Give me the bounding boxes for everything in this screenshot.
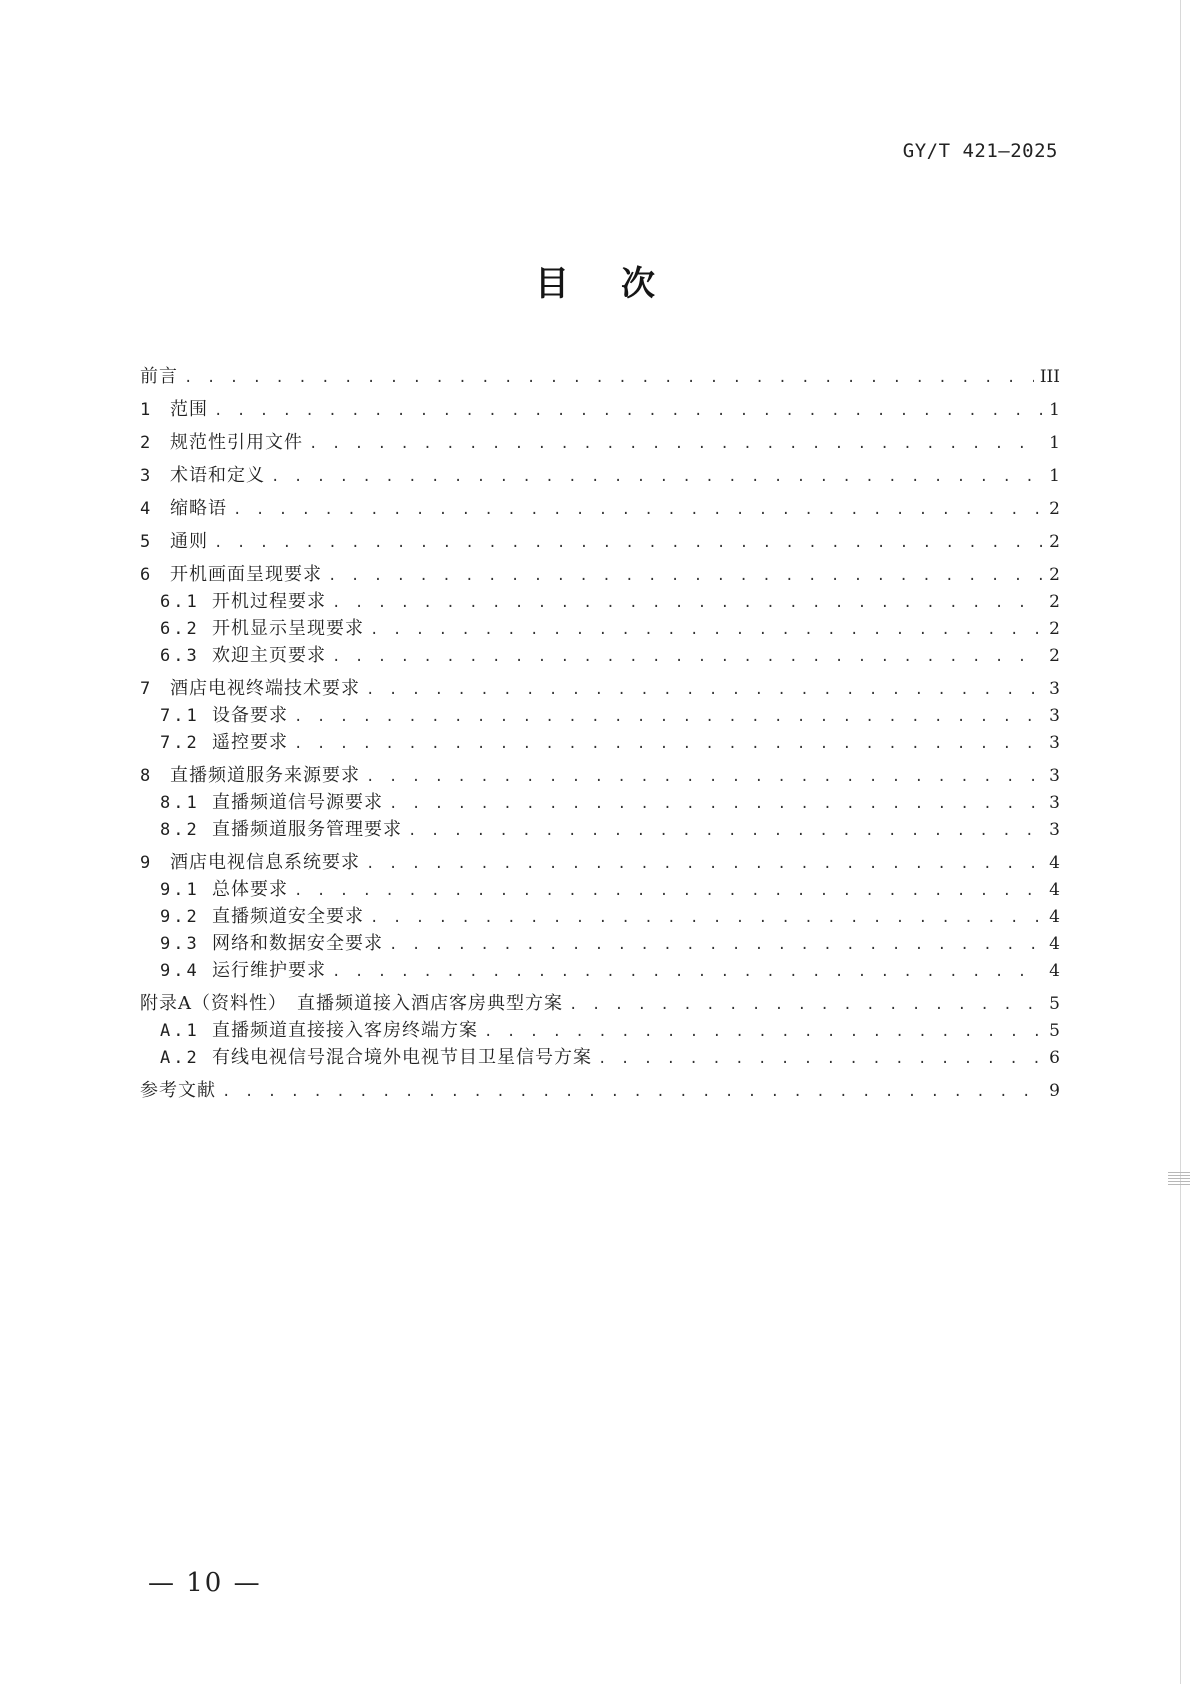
toc-entry-page: 1 xyxy=(1049,466,1060,486)
toc-entry-page: 2 xyxy=(1049,499,1060,519)
toc-entry-page: 4 xyxy=(1049,934,1060,954)
toc-dot-leader xyxy=(184,365,1034,391)
toc-entry-label: 术语和定义 xyxy=(170,465,265,486)
toc-entry-page: 4 xyxy=(1049,907,1060,927)
toc-entry[interactable] xyxy=(140,763,1060,790)
toc-entry[interactable] xyxy=(140,931,1060,958)
toc-entry-label: 直播频道服务管理要求 xyxy=(212,819,402,840)
toc-entry-number: 8.1 xyxy=(160,793,200,813)
toc-entry-label: 欢迎主页要求 xyxy=(212,645,326,666)
toc-dot-leader xyxy=(484,1019,1042,1045)
toc-entry[interactable] xyxy=(140,817,1060,844)
toc-entry-label: 缩略语 xyxy=(170,498,227,519)
toc-entry-number: 2 xyxy=(140,433,151,453)
toc-dot-leader xyxy=(366,764,1042,790)
toc-entry-page: 3 xyxy=(1049,820,1060,840)
standard-number: GY/T 421—2025 xyxy=(902,140,1058,162)
toc-entry-page: 3 xyxy=(1049,793,1060,813)
toc-entry-number: 9.4 xyxy=(160,961,200,981)
toc-entry-number: A.1 xyxy=(160,1021,200,1041)
toc-dot-leader xyxy=(598,1046,1042,1072)
toc-entry-page: 4 xyxy=(1049,853,1060,873)
toc-dot-leader xyxy=(214,398,1042,424)
toc-entry[interactable] xyxy=(140,589,1060,616)
toc-entry-label: 开机过程要求 xyxy=(212,591,326,612)
toc-entry-label: 直播频道信号源要求 xyxy=(212,792,383,813)
toc-entry[interactable] xyxy=(140,904,1060,931)
table-of-contents xyxy=(140,358,1060,1105)
toc-entry[interactable] xyxy=(140,958,1060,985)
toc-dot-leader xyxy=(294,704,1042,730)
toc-entry-page: 5 xyxy=(1049,1021,1060,1041)
toc-entry[interactable] xyxy=(140,616,1060,643)
toc-entry[interactable] xyxy=(140,430,1060,457)
toc-entry-number: 4 xyxy=(140,499,151,519)
toc-dot-leader xyxy=(569,992,1042,1018)
toc-entry[interactable] xyxy=(140,790,1060,817)
toc-dot-leader xyxy=(294,878,1042,904)
toc-entry-page: 1 xyxy=(1049,433,1060,453)
toc-entry-label: 开机画面呈现要求 xyxy=(170,564,322,585)
toc-entry-number: 9.3 xyxy=(160,934,200,954)
toc-entry-label: 运行维护要求 xyxy=(212,960,326,981)
toc-dot-leader xyxy=(332,644,1042,670)
toc-dot-leader xyxy=(332,590,1042,616)
toc-entry-page: 4 xyxy=(1049,961,1060,981)
toc-entry-number: 7.2 xyxy=(160,733,200,753)
toc-entry-page: 3 xyxy=(1049,733,1060,753)
toc-dot-leader xyxy=(222,1079,1042,1105)
toc-entry-page: 2 xyxy=(1049,646,1060,666)
toc-entry[interactable] xyxy=(140,676,1060,703)
toc-entry-page: 9 xyxy=(1049,1081,1060,1101)
toc-entry-page: 2 xyxy=(1049,565,1060,585)
toc-entry-page: 2 xyxy=(1049,532,1060,552)
toc-entry-page: 5 xyxy=(1049,994,1060,1014)
toc-entry-page: 2 xyxy=(1049,619,1060,639)
toc-dot-leader xyxy=(309,431,1042,457)
toc-entry-number: 9.1 xyxy=(160,880,200,900)
toc-dot-leader xyxy=(214,530,1042,556)
toc-entry-label: 开机显示呈现要求 xyxy=(212,618,364,639)
toc-entry-number: 8.2 xyxy=(160,820,200,840)
page-edge-line xyxy=(1180,0,1181,1684)
toc-entry-label: 有线电视信号混合境外电视节目卫星信号方案 xyxy=(212,1047,592,1068)
toc-entry[interactable] xyxy=(140,1045,1060,1072)
toc-dot-leader xyxy=(370,905,1042,931)
toc-entry-number: 1 xyxy=(140,400,151,420)
toc-entry-page: 1 xyxy=(1049,400,1060,420)
toc-entry[interactable] xyxy=(140,703,1060,730)
toc-entry-label: 直播频道直接接入客房终端方案 xyxy=(212,1020,478,1041)
toc-entry[interactable] xyxy=(140,463,1060,490)
toc-entry[interactable] xyxy=(140,1018,1060,1045)
toc-dot-leader xyxy=(328,563,1042,589)
toc-entry-number: 7 xyxy=(140,679,151,699)
toc-entry-number: 6 xyxy=(140,565,151,585)
toc-entry[interactable] xyxy=(140,643,1060,670)
toc-entry-number: 6.3 xyxy=(160,646,200,666)
toc-entry-label: 酒店电视终端技术要求 xyxy=(170,678,360,699)
toc-entry-page: III xyxy=(1039,367,1060,387)
toc-entry-label: 范围 xyxy=(170,399,208,420)
toc-entry-page: 3 xyxy=(1049,766,1060,786)
toc-entry-label: 总体要求 xyxy=(212,879,288,900)
toc-entry[interactable] xyxy=(140,850,1060,877)
toc-entry-page: 4 xyxy=(1049,880,1060,900)
toc-entry-label: 遥控要求 xyxy=(212,732,288,753)
toc-entry-label: 直播频道服务来源要求 xyxy=(170,765,360,786)
toc-dot-leader xyxy=(332,959,1042,985)
toc-dot-leader xyxy=(370,617,1042,643)
toc-entry-number: 9.2 xyxy=(160,907,200,927)
toc-dot-leader xyxy=(233,497,1042,523)
toc-entry-label: 参考文献 xyxy=(140,1080,216,1101)
toc-entry[interactable] xyxy=(140,1078,1060,1105)
page-title: 目次 xyxy=(535,264,707,304)
toc-entry-number: 3 xyxy=(140,466,151,486)
toc-entry[interactable] xyxy=(140,730,1060,757)
toc-entry[interactable] xyxy=(140,529,1060,556)
toc-dot-leader xyxy=(271,464,1042,490)
toc-entry[interactable] xyxy=(140,496,1060,523)
toc-dot-leader xyxy=(294,731,1042,757)
toc-entry-label: 直播频道安全要求 xyxy=(212,906,364,927)
toc-dot-leader xyxy=(389,791,1042,817)
toc-entry-number: 5 xyxy=(140,532,151,552)
toc-entry-number: 6.1 xyxy=(160,592,200,612)
toc-entry-page: 2 xyxy=(1049,592,1060,612)
toc-entry-label: 酒店电视信息系统要求 xyxy=(170,852,360,873)
toc-entry-label: 规范性引用文件 xyxy=(170,432,303,453)
toc-entry[interactable] xyxy=(140,397,1060,424)
toc-entry[interactable] xyxy=(140,562,1060,589)
toc-dot-leader xyxy=(408,818,1042,844)
toc-entry-page: 3 xyxy=(1049,679,1060,699)
toc-entry-number: 6.2 xyxy=(160,619,200,639)
toc-entry-number: 9 xyxy=(140,853,151,873)
toc-entry-number: 8 xyxy=(140,766,151,786)
page-number: — 10 — xyxy=(148,1568,262,1598)
toc-entry-page: 3 xyxy=(1049,706,1060,726)
toc-entry[interactable] xyxy=(140,364,1060,391)
toc-entry-label: 网络和数据安全要求 xyxy=(212,933,383,954)
page-edge-mark xyxy=(1168,1172,1190,1186)
toc-entry-number: 7.1 xyxy=(160,706,200,726)
toc-entry-page: 6 xyxy=(1049,1048,1060,1068)
toc-entry-label: 附录A（资料性） 直播频道接入酒店客房典型方案 xyxy=(140,993,563,1014)
toc-entry[interactable] xyxy=(140,991,1060,1018)
toc-entry-label: 设备要求 xyxy=(212,705,288,726)
toc-entry-label: 前言 xyxy=(140,366,178,387)
toc-dot-leader xyxy=(389,932,1042,958)
toc-entry[interactable] xyxy=(140,877,1060,904)
toc-dot-leader xyxy=(366,677,1042,703)
toc-entry-number: A.2 xyxy=(160,1048,200,1068)
toc-entry-label: 通则 xyxy=(170,531,208,552)
toc-dot-leader xyxy=(366,851,1042,877)
